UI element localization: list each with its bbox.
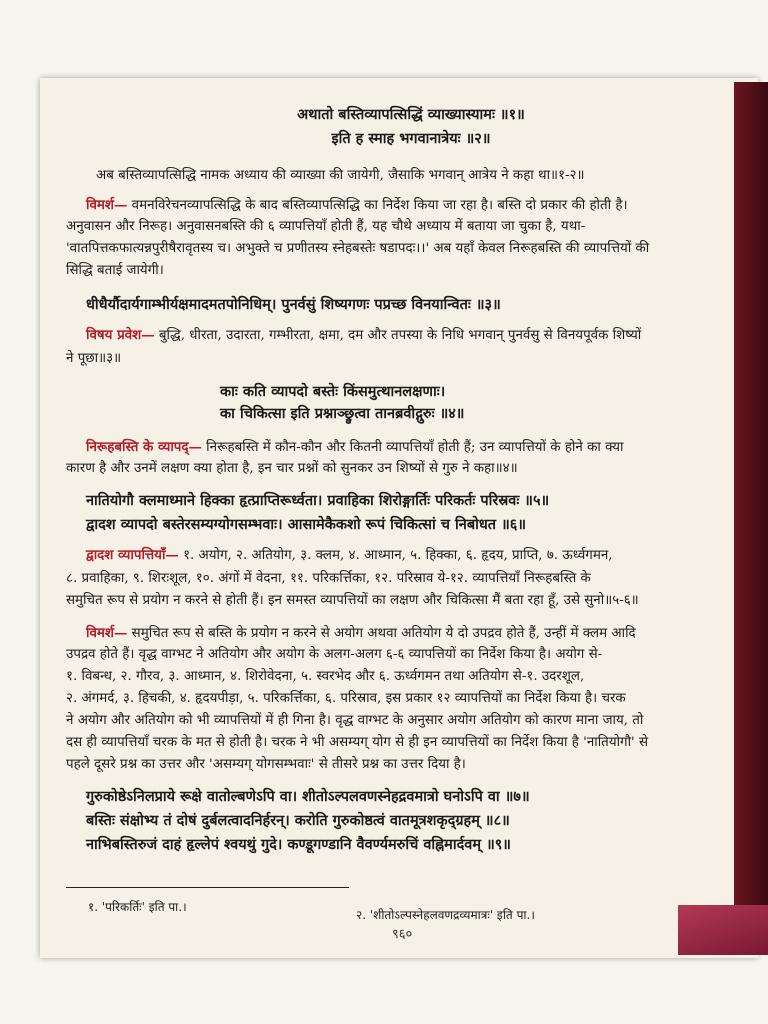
section-head: विषय प्रवेश— — [86, 327, 155, 343]
paragraph-line: २. अंगमर्द, ३. हिचकी, ४. हृदयपीड़ा, ५. परिकर्त्तिका, ६. परिस्राव, इस प्रकार १२ व्यापत्तियों का निर्देश किया है। चरक — [66, 691, 626, 706]
paragraph-line: ने अयोग और अतियोग को भी व्यापत्तियों में ही गिना है। वृद्ध वाग्भट के अनुसार अयोग अतियोग को कारण माना जाय, तो — [66, 713, 644, 728]
verse-4b: का चिकित्सा इति प्रश्नाञ्छ्रुत्वा तानब्रवीद्गुरुः ॥४॥ — [220, 405, 465, 422]
paragraph-text: वमनविरेचनव्यापत्सिद्धि के बाद बस्तिव्यापत्सिद्धि का निर्देश किया जा रहा है। बस्ति दो प्रकार की होती है। — [127, 198, 628, 213]
section-head: विमर्श— — [86, 625, 128, 641]
footnote-1: १. 'परिकर्तिः' इति पा.। — [88, 900, 187, 914]
page-number: ९६० — [392, 927, 413, 942]
niruh-line — [86, 438, 624, 457]
section-head: द्वादश व्यापत्तियाँ— — [86, 547, 179, 563]
page-edge — [734, 82, 768, 942]
vishay-line — [86, 326, 641, 345]
section-head: निरूहबस्ति के व्यापद्— — [86, 439, 202, 455]
paragraph-line: सिद्धि बताई जायेगी। — [66, 263, 164, 278]
footnote-rule — [66, 887, 349, 888]
verse-9: नाभिबस्तिरुजं दाहं हृल्लेपं श्वयथुं गुदे। कण्डूगण्डानि वैवर्ण्यमरुचिं वह्निमार्दवम् ॥९॥ — [86, 836, 511, 853]
paragraph-text: बुद्धि, धीरता, उदारता, गम्भीरता, क्षमा, दम और तपस्या के निधि भगवान् पुनर्वसु से विनयपूर्वक शिष्यों — [154, 328, 642, 343]
cover-corner — [678, 905, 768, 955]
verse-6: द्वादश व्यापदो बस्तेरसम्यग्योगसम्भवाः। आसामेकैकशो रूपं चिकित्सां च निबोधत ॥६॥ — [86, 516, 527, 533]
paragraph-line: कारण है और उनमें लक्षण क्या होता है, इन चार प्रश्नों को सुनकर उन शिष्यों से गुरु ने कहा॥४॥ — [66, 461, 518, 476]
verse-5: नातियोगौ क्लमाध्माने हिक्का हृत्प्राप्तिरूर्ध्वता। प्रवाहिका शिरोङ्गार्तिः परिकर्तः परिस्रवः ॥५॥ — [86, 492, 550, 509]
verse-4a: काः कति व्यापदो बस्तेः किंसमुत्थानलक्षणाः। — [220, 383, 446, 400]
paragraph-line: ने पूछा॥३॥ — [66, 351, 122, 366]
verse-3: धीधैर्यौदार्यगाम्भीर्यक्षमादमतपोनिधिम्। पुनर्वसुं शिष्यगणः पप्रच्छ विनयान्वितः ॥३॥ — [86, 296, 501, 313]
footnote-2: २. 'शीतोऽल्पस्नेहलवणद्रव्यमात्रः' इति पा.। — [356, 908, 535, 922]
verse-7: गुरुकोष्ठेऽनिलप्राये रूक्षे वातोल्बणेऽपि वा। शीतोऽल्पलवणस्नेहद्रवमात्रो घनोऽपि वा ॥७॥ — [86, 788, 530, 805]
vimarsh-line — [86, 196, 628, 215]
verse-1: अथातो बस्तिव्यापत्सिद्धिं व्याख्यास्यामः ॥१॥ — [297, 106, 525, 123]
paragraph-line: १. विबन्ध, २. गौरव, ३. आध्मान, ४. शिरोवेदना, ५. स्वरभेद और ६. ऊर्ध्वगमन तथा अतियोग से-१. उदरशूल, — [66, 669, 585, 684]
paragraph-text: निरूहबस्ति में कौन-कौन और कितनी व्यापत्तियाँ होती हैं; उन व्यापत्तियों के होने का क्या — [201, 440, 624, 455]
paragraph-line: अब बस्तिव्यापत्सिद्धि नामक अध्याय की व्याख्या की जायेगी, जैसाकि भगवान् आत्रेय ने कहा था॥१-२॥ — [96, 168, 585, 183]
paragraph-line: समुचित रूप से प्रयोग न करने से होती हैं। इन समस्त व्यापत्तियों का लक्षण और चिकित्सा मैं बता रहा हूँ, उसे सुनो॥५-६॥ — [66, 593, 639, 608]
paragraph-text: १. अयोग, २. अतियोग, ३. क्लम, ४. आध्मान, ५. हिक्का, ६. हृदय, प्राप्ति, ७. ऊर्ध्वगमन, — [178, 548, 613, 563]
dwadash-line — [86, 546, 613, 565]
paragraph-line: उपद्रव होते हैं। वृद्ध वाग्भट ने अतियोग और अयोग के अलग-अलग ६-६ व्यापत्तियों का निर्देश किया है। अयोग से- — [66, 647, 603, 662]
paragraph-line: दस ही व्यापत्तियाँ चरक के मत से होती है। चरक ने भी असम्यग् योग से ही इन व्यापत्तियों का निर्देश किया है 'नातियोगौ' से — [66, 735, 649, 750]
paragraph-line: ८. प्रवाहिका, ९. शिरःशूल, १०. अंगों में वेदना, ११. परिकर्त्तिका, १२. परिस्राव ये-१२. व्यापत्तियाँ निरूहबस्ति के — [66, 571, 591, 586]
paragraph-line: 'वातपित्तकफात्यन्नपुरीषैरावृतस्य च। अभुक्ते च प्रणीतस्य स्नेहबस्तेः षडापदः।।' अब यहाँ केवल निरूहबस्ति की व्यापत्तियों की — [66, 241, 650, 256]
paragraph-line: अनुवासन और निरूह। अनुवासनबस्ति की ६ व्यापत्तियाँ होती हैं, यह चौथे अध्याय में बताया जा चुका है, यथा- — [66, 219, 586, 234]
verse-8: बस्तिः संक्षोभ्य तं दोषं दुर्बलत्वादनिर्हरन्। करोति गुरुकोष्ठत्वं वातमूत्रशकृद्ग्रहम् ॥८॥ — [86, 812, 510, 829]
section-head: विमर्श— — [86, 197, 128, 213]
vimarsh2-line — [86, 624, 636, 643]
paragraph-line: पहले दूसरे प्रश्न का उत्तर और 'असम्यग् योगसम्भवाः' से तीसरे प्रश्न का उत्तर दिया है। — [66, 757, 466, 772]
paragraph-text: समुचित रूप से बस्ति के प्रयोग न करने से अयोग अथवा अतियोग ये दो उपद्रव होते हैं, उन्हीं में क्लम आदि — [127, 626, 636, 641]
verse-2: इति ह स्माह भगवानात्रेयः ॥२॥ — [331, 130, 491, 147]
